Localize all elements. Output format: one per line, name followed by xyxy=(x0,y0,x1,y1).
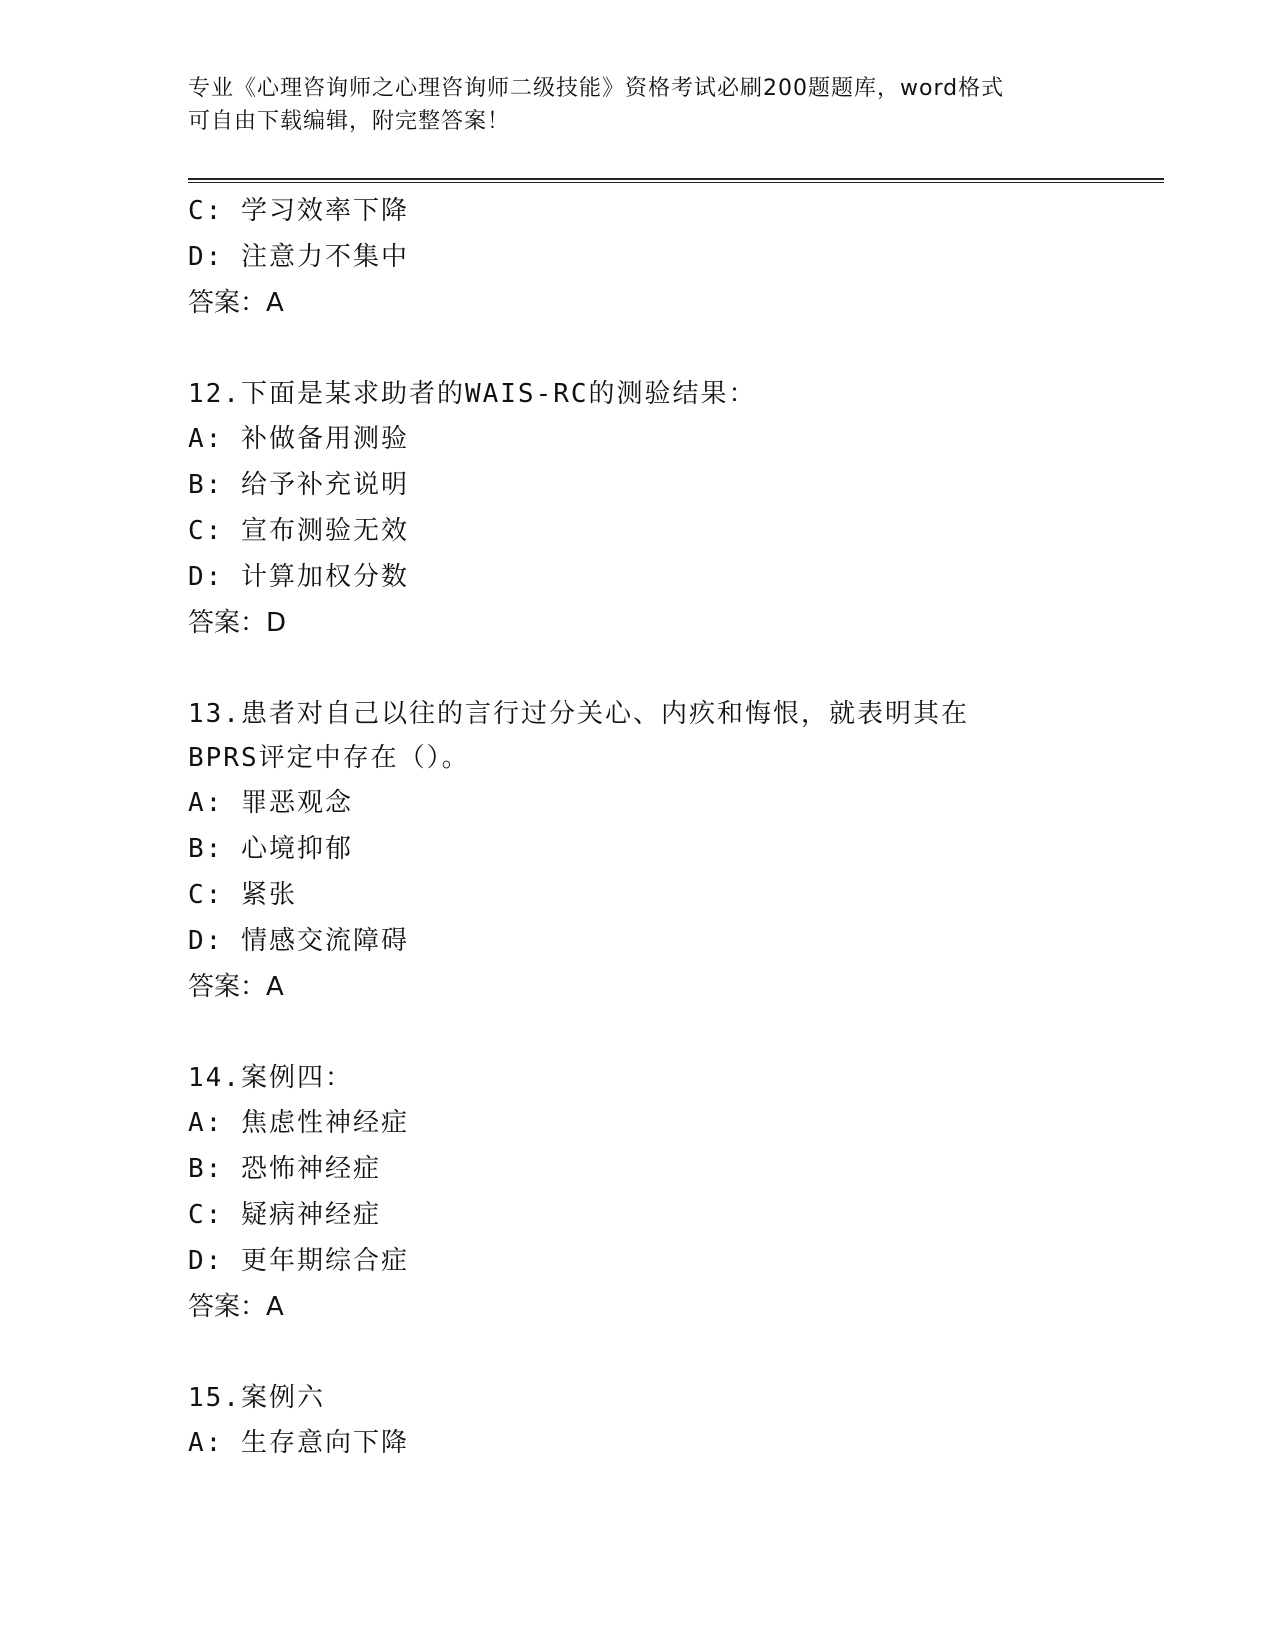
option-text: 更年期综合症 xyxy=(240,1246,409,1276)
header-divider xyxy=(188,178,1164,183)
option-key: B: xyxy=(188,470,224,500)
question-stem: 15.案例六 xyxy=(188,1383,325,1413)
option-key: C: xyxy=(188,1200,224,1230)
option-d xyxy=(188,918,1148,964)
option-text: 心境抑郁 xyxy=(240,834,353,864)
option-key: A: xyxy=(188,424,224,454)
option-key: C: xyxy=(188,196,224,226)
option-text: 疑病神经症 xyxy=(240,1200,381,1230)
spacer xyxy=(188,646,1148,692)
option-b xyxy=(188,462,1148,508)
option-d xyxy=(188,1238,1148,1284)
option-key: A: xyxy=(188,1428,224,1458)
option-c xyxy=(188,1192,1148,1238)
option-key: B: xyxy=(188,1154,224,1184)
option-text: 注意力不集中 xyxy=(240,242,409,272)
question-stem: 14.案例四： xyxy=(188,1063,353,1093)
question-list xyxy=(188,188,1148,1466)
option-text: 罪恶观念 xyxy=(240,788,353,818)
option-key: D: xyxy=(188,242,224,272)
question-stem: 13.患者对自己以往的言行过分关心、内疚和悔恨，就表明其在BPRS评定中存在（）。 xyxy=(188,699,969,773)
option-key: A: xyxy=(188,788,224,818)
option-c xyxy=(188,188,1148,234)
spacer xyxy=(188,1330,1148,1376)
answer-line: 答案：A xyxy=(188,1292,284,1322)
option-a xyxy=(188,416,1148,462)
option-c xyxy=(188,508,1148,554)
question-13 xyxy=(188,692,1148,1010)
option-text: 焦虑性神经症 xyxy=(240,1108,409,1138)
question-stem: 12.下面是某求助者的WAIS-RC的测验结果： xyxy=(188,379,757,409)
option-a xyxy=(188,1100,1148,1146)
option-key: C: xyxy=(188,880,224,910)
option-key: C: xyxy=(188,516,224,546)
option-text: 紧张 xyxy=(240,880,297,910)
option-text: 计算加权分数 xyxy=(240,562,409,592)
option-text: 补做备用测验 xyxy=(240,424,409,454)
option-b xyxy=(188,826,1148,872)
option-a xyxy=(188,1420,1148,1466)
option-text: 情感交流障碍 xyxy=(240,926,409,956)
question-14 xyxy=(188,1056,1148,1330)
option-c xyxy=(188,872,1148,918)
option-text: 学习效率下降 xyxy=(240,196,409,226)
question-12 xyxy=(188,372,1148,646)
option-text: 给予补充说明 xyxy=(240,470,409,500)
option-d xyxy=(188,554,1148,600)
option-key: D: xyxy=(188,926,224,956)
answer-line: 答案：A xyxy=(188,288,284,318)
option-d xyxy=(188,234,1148,280)
header-line-1: 专业《心理咨询师之心理咨询师二级技能》资格考试必刷200题题库，word格式 xyxy=(188,76,1005,101)
option-text: 生存意向下降 xyxy=(240,1428,409,1458)
option-text: 宣布测验无效 xyxy=(240,516,409,546)
option-key: D: xyxy=(188,562,224,592)
question-fragment xyxy=(188,188,1148,326)
option-key: A: xyxy=(188,1108,224,1138)
option-text: 恐怖神经症 xyxy=(240,1154,381,1184)
spacer xyxy=(188,326,1148,372)
option-a xyxy=(188,780,1148,826)
option-key: D: xyxy=(188,1246,224,1276)
option-key: B: xyxy=(188,834,224,864)
spacer xyxy=(188,1010,1148,1056)
header-line-2: 可自由下载编辑，附完整答案！ xyxy=(188,109,511,134)
page-header xyxy=(188,72,1068,138)
answer-line: 答案：A xyxy=(188,972,284,1002)
question-15 xyxy=(188,1376,1148,1466)
option-b xyxy=(188,1146,1148,1192)
answer-line: 答案：D xyxy=(188,608,287,638)
